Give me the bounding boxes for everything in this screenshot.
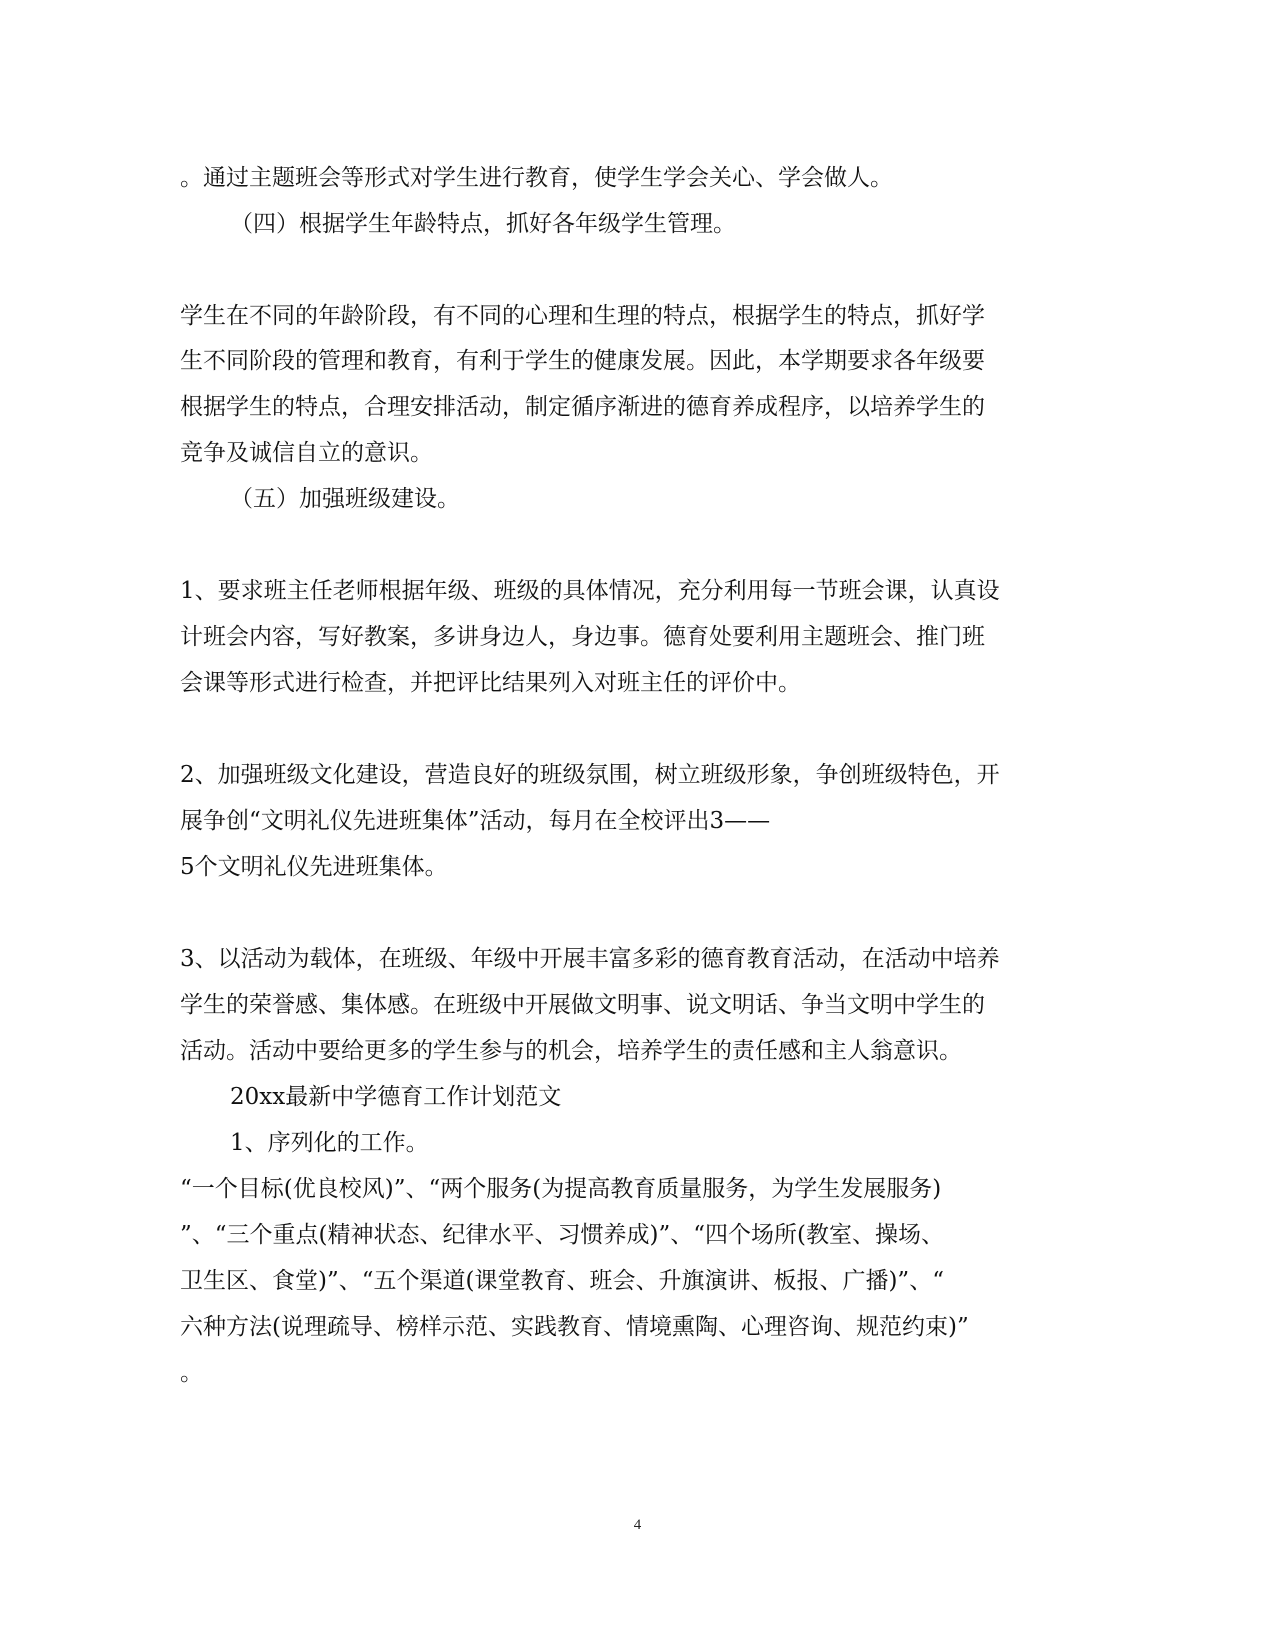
page-number: 4 [633,1517,642,1533]
text-line: 1、要求班主任老师根据年级、班级的具体情况，充分利用每一节班会课，认真设 [180,578,1000,604]
text-line: 学生在不同的年龄阶段，有不同的心理和生理的特点，根据学生的特点，抓好学 [180,303,985,329]
section-heading: （四）根据学生年龄特点，抓好各年级学生管理。 [230,211,736,237]
text-line: 卫生区、食堂)”、“五个渠道(课堂教育、班会、升旗演讲、板报、广播)”、“ [180,1268,944,1294]
text-line: 活动。活动中要给更多的学生参与的机会，培养学生的责任感和主人翁意识。 [180,1038,962,1064]
text-line: 六种方法(说理疏导、榜样示范、实践教育、情境熏陶、心理咨询、规范约束)” [180,1314,969,1340]
text-line: 3、以活动为载体，在班级、年级中开展丰富多彩的德育教育活动，在活动中培养 [180,946,1000,972]
section-heading: 1、序列化的工作。 [230,1130,429,1156]
text-line: 生不同阶段的管理和教育，有利于学生的健康发展。因此，本学期要求各年级要 [180,348,985,374]
section-title: 20xx最新中学德育工作计划范文 [230,1084,562,1110]
text-line: 计班会内容，写好教案，多讲身边人，身边事。德育处要利用主题班会、推门班 [180,624,985,650]
text-line: 5个文明礼仪先进班集体。 [180,854,448,880]
text-line: 。 [180,1360,203,1386]
text-line: “一个目标(优良校风)”、“两个服务(为提高教育质量服务，为学生发展服务) [180,1176,942,1202]
text-line: 2、加强班级文化建设，营造良好的班级氛围，树立班级形象，争创班级特色，开 [180,762,1000,788]
text-line: 学生的荣誉感、集体感。在班级中开展做文明事、说文明话、争当文明中学生的 [180,992,985,1018]
text-line: 展争创“文明礼仪先进班集体”活动，每月在全校评出3—— [180,808,771,834]
text-line: ”、“三个重点(精神状态、纪律水平、习惯养成)”、“四个场所(教室、操场、 [180,1222,944,1248]
text-line: 根据学生的特点，合理安排活动，制定循序渐进的德育养成程序，以培养学生的 [180,394,985,420]
text-line: 会课等形式进行检查，并把评比结果列入对班主任的评价中。 [180,670,801,696]
section-heading: （五）加强班级建设。 [230,486,460,512]
text-line: 。通过主题班会等形式对学生进行教育，使学生学会关心、学会做人。 [180,165,893,191]
text-line: 竞争及诚信自立的意识。 [180,440,433,466]
